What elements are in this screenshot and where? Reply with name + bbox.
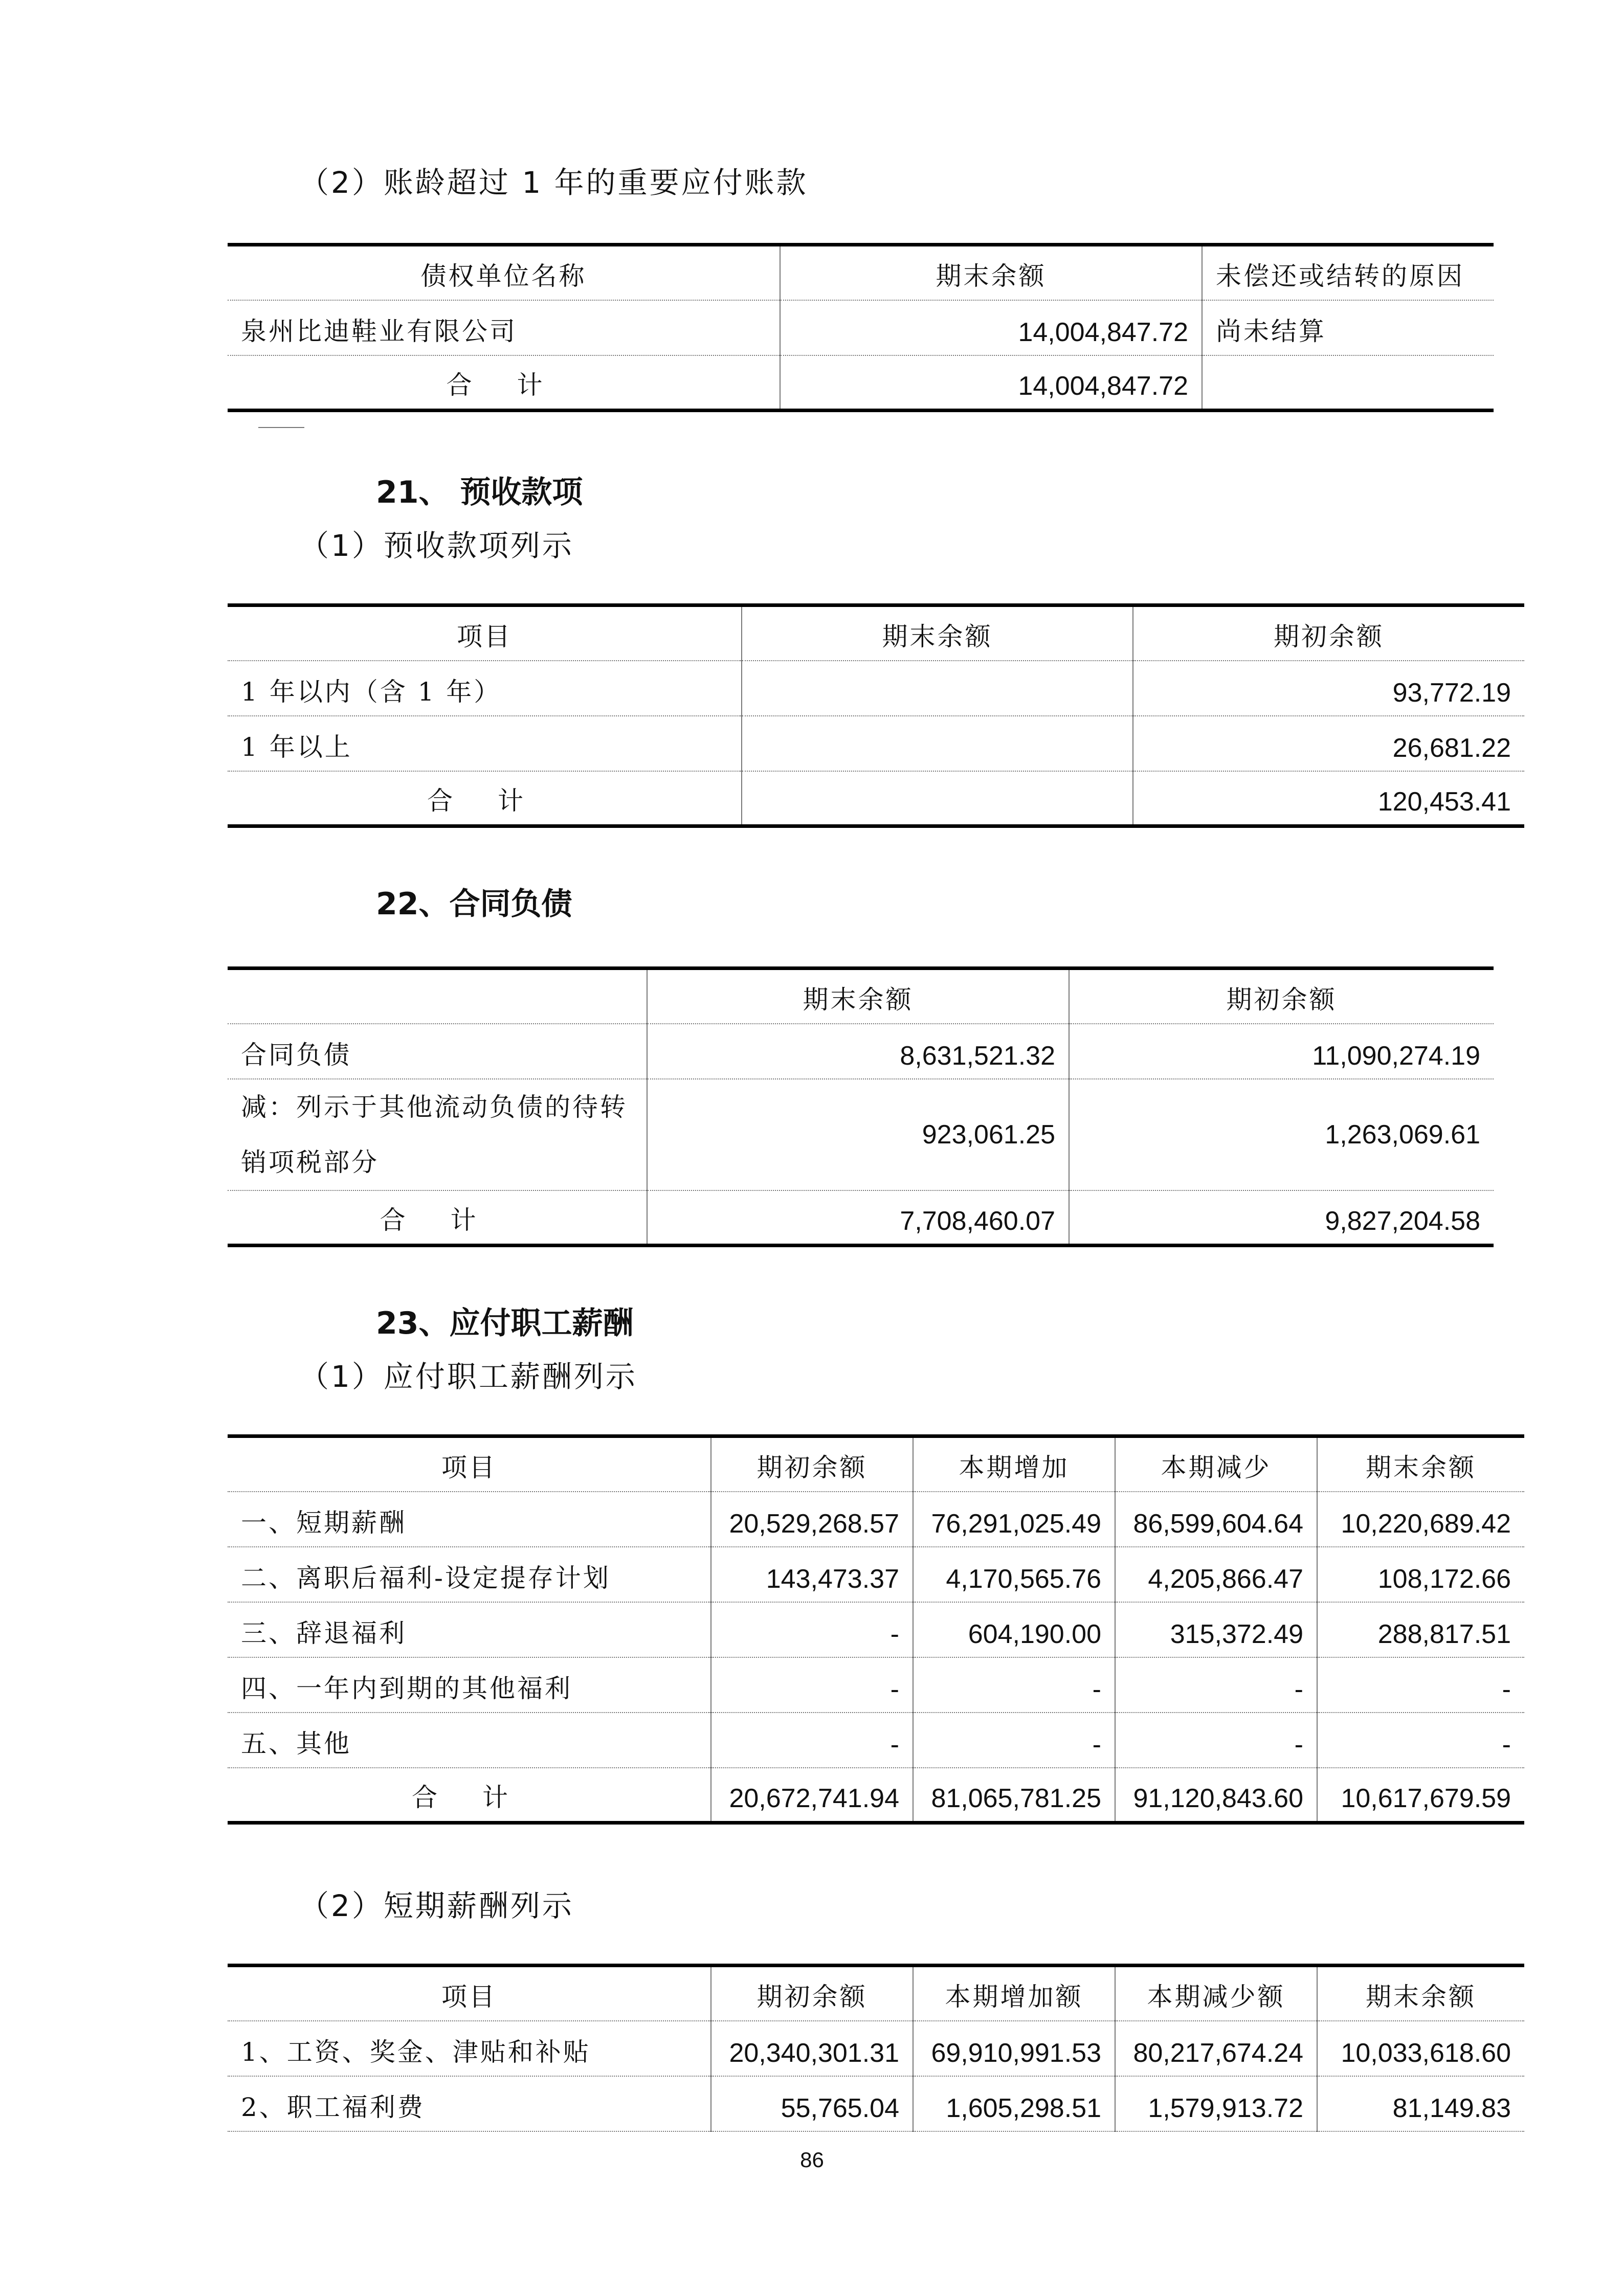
cell-value: 315,372.49 <box>1115 1602 1317 1657</box>
cell-value: 14,004,847.72 <box>780 355 1202 411</box>
header-cell: 本期增加 <box>913 1436 1115 1492</box>
table-header-row <box>228 605 1524 661</box>
header-cell: 期初余额 <box>1069 969 1494 1024</box>
contract-liabilities-table <box>228 966 1494 1247</box>
table-header-row <box>228 245 1494 300</box>
cell-value: 26,681.22 <box>1133 716 1524 771</box>
cell-value: 1,605,298.51 <box>913 2076 1115 2131</box>
cell-value: 80,217,674.24 <box>1115 2021 1317 2076</box>
cell-value: 288,817.51 <box>1317 1602 1524 1657</box>
cell-value: 10,617,679.59 <box>1317 1768 1524 1823</box>
cell-value: 10,220,689.42 <box>1317 1492 1524 1547</box>
row-label: 1、工资、奖金、津贴和补贴 <box>228 2021 711 2076</box>
cell-value: 8,631,521.32 <box>647 1024 1069 1079</box>
total-label: 合 计 <box>228 355 780 411</box>
subsection-heading-employee-payables: （1）应付职工薪酬列示 <box>299 1359 637 1394</box>
cell-value: - <box>1115 1657 1317 1713</box>
cell-value: - <box>1115 1713 1317 1768</box>
header-cell: 期末余额 <box>1317 1436 1524 1492</box>
header-cell: 本期增加额 <box>913 1966 1115 2021</box>
cell-value <box>742 661 1133 716</box>
cell-value: 76,291,025.49 <box>913 1492 1115 1547</box>
row-label: 五、其他 <box>228 1713 711 1768</box>
cell-value: 4,170,565.76 <box>913 1547 1115 1602</box>
row-label: 2、职工福利费 <box>228 2076 711 2131</box>
cell-value: - <box>1317 1713 1524 1768</box>
total-row <box>228 1190 1494 1246</box>
total-row <box>228 771 1524 826</box>
cell-value <box>1202 355 1494 411</box>
table-header-row <box>228 1966 1524 2021</box>
row-label: 合同负债 <box>228 1024 647 1079</box>
cell-value: 604,190.00 <box>913 1602 1115 1657</box>
cell-value: 143,473.37 <box>711 1547 913 1602</box>
cell-value <box>742 771 1133 826</box>
section-title-advance-receipts: 21、 预收款项 <box>376 475 583 510</box>
row-label: 泉州比迪鞋业有限公司 <box>228 300 780 355</box>
cell-value: 11,090,274.19 <box>1069 1024 1494 1079</box>
header-cell <box>228 969 647 1024</box>
subsection-heading-short-term-pay: （2）短期薪酬列示 <box>299 1888 574 1923</box>
header-cell: 期初余额 <box>1133 605 1524 661</box>
cell-value: 923,061.25 <box>647 1079 1069 1190</box>
header-cell: 本期减少 <box>1115 1436 1317 1492</box>
header-cell: 未偿还或结转的原因 <box>1202 245 1494 300</box>
cell-value: - <box>913 1713 1115 1768</box>
cell-value: - <box>711 1657 913 1713</box>
advance-receipts-table <box>228 603 1524 828</box>
table-row <box>228 1024 1494 1079</box>
header-cell: 项目 <box>228 1436 711 1492</box>
subsection-heading-advance-receipts: （1）预收款项列示 <box>299 528 574 563</box>
header-cell: 期初余额 <box>711 1436 913 1492</box>
cell-value: 9,827,204.58 <box>1069 1190 1494 1246</box>
cell-value: 20,672,741.94 <box>711 1768 913 1823</box>
cell-value <box>742 716 1133 771</box>
divider <box>258 427 304 428</box>
table-row <box>228 2076 1524 2131</box>
section-title-employee-payables: 23、应付职工薪酬 <box>376 1305 634 1341</box>
cell-value: - <box>1317 1657 1524 1713</box>
table-row <box>228 1547 1524 1602</box>
cell-value: 91,120,843.60 <box>1115 1768 1317 1823</box>
row-label: 1 年以上 <box>228 716 742 771</box>
section-title-contract-liabilities: 22、合同负债 <box>376 886 572 922</box>
cell-value: 81,065,781.25 <box>913 1768 1115 1823</box>
header-cell: 期末余额 <box>742 605 1133 661</box>
table-row <box>228 1492 1524 1547</box>
cell-value: 1,579,913.72 <box>1115 2076 1317 2131</box>
table-row <box>228 2021 1524 2076</box>
table-row <box>228 1079 1494 1190</box>
cell-value: 20,340,301.31 <box>711 2021 913 2076</box>
table-row <box>228 661 1524 716</box>
cell-value: 93,772.19 <box>1133 661 1524 716</box>
header-cell: 本期减少额 <box>1115 1966 1317 2021</box>
cell-value: 7,708,460.07 <box>647 1190 1069 1246</box>
cell-value: 4,205,866.47 <box>1115 1547 1317 1602</box>
cell-value: 10,033,618.60 <box>1317 2021 1524 2076</box>
cell-value: - <box>711 1602 913 1657</box>
table-row <box>228 1602 1524 1657</box>
cell-value: 108,172.66 <box>1317 1547 1524 1602</box>
table-row <box>228 300 1494 355</box>
short-term-pay-table <box>228 1964 1524 2132</box>
total-row <box>228 1768 1524 1823</box>
cell-value: 69,910,991.53 <box>913 2021 1115 2076</box>
cell-value: 尚未结算 <box>1202 300 1494 355</box>
cell-value: - <box>711 1713 913 1768</box>
row-label: 一、短期薪酬 <box>228 1492 711 1547</box>
header-cell: 项目 <box>228 1966 711 2021</box>
total-label: 合 计 <box>228 1190 647 1246</box>
header-cell: 项目 <box>228 605 742 661</box>
header-cell: 期末余额 <box>780 245 1202 300</box>
cell-value: 81,149.83 <box>1317 2076 1524 2131</box>
cell-value: 120,453.41 <box>1133 771 1524 826</box>
cell-value: 55,765.04 <box>711 2076 913 2131</box>
row-label: 四、一年内到期的其他福利 <box>228 1657 711 1713</box>
table-row <box>228 1657 1524 1713</box>
cell-value: 86,599,604.64 <box>1115 1492 1317 1547</box>
page-number: 86 <box>800 2148 824 2172</box>
row-label: 减：列示于其他流动负债的待转销项税部分 <box>228 1079 647 1190</box>
header-cell: 期末余额 <box>647 969 1069 1024</box>
cell-value: 1,263,069.61 <box>1069 1079 1494 1190</box>
section-heading-aged-payables: （2）账龄超过 1 年的重要应付账款 <box>299 165 808 200</box>
total-label: 合 计 <box>228 771 742 826</box>
header-cell: 债权单位名称 <box>228 245 780 300</box>
total-label: 合 计 <box>228 1768 711 1823</box>
row-label: 1 年以内（含 1 年） <box>228 661 742 716</box>
table-header-row <box>228 969 1494 1024</box>
table-header-row <box>228 1436 1524 1492</box>
total-row <box>228 355 1494 411</box>
table-row <box>228 1713 1524 1768</box>
aged-payables-table <box>228 243 1494 412</box>
header-cell: 期初余额 <box>711 1966 913 2021</box>
row-label: 三、辞退福利 <box>228 1602 711 1657</box>
cell-value: 14,004,847.72 <box>780 300 1202 355</box>
cell-value: 20,529,268.57 <box>711 1492 913 1547</box>
table-row <box>228 716 1524 771</box>
header-cell: 期末余额 <box>1317 1966 1524 2021</box>
employee-payables-table <box>228 1434 1524 1825</box>
cell-value: - <box>913 1657 1115 1713</box>
row-label: 二、离职后福利-设定提存计划 <box>228 1547 711 1602</box>
